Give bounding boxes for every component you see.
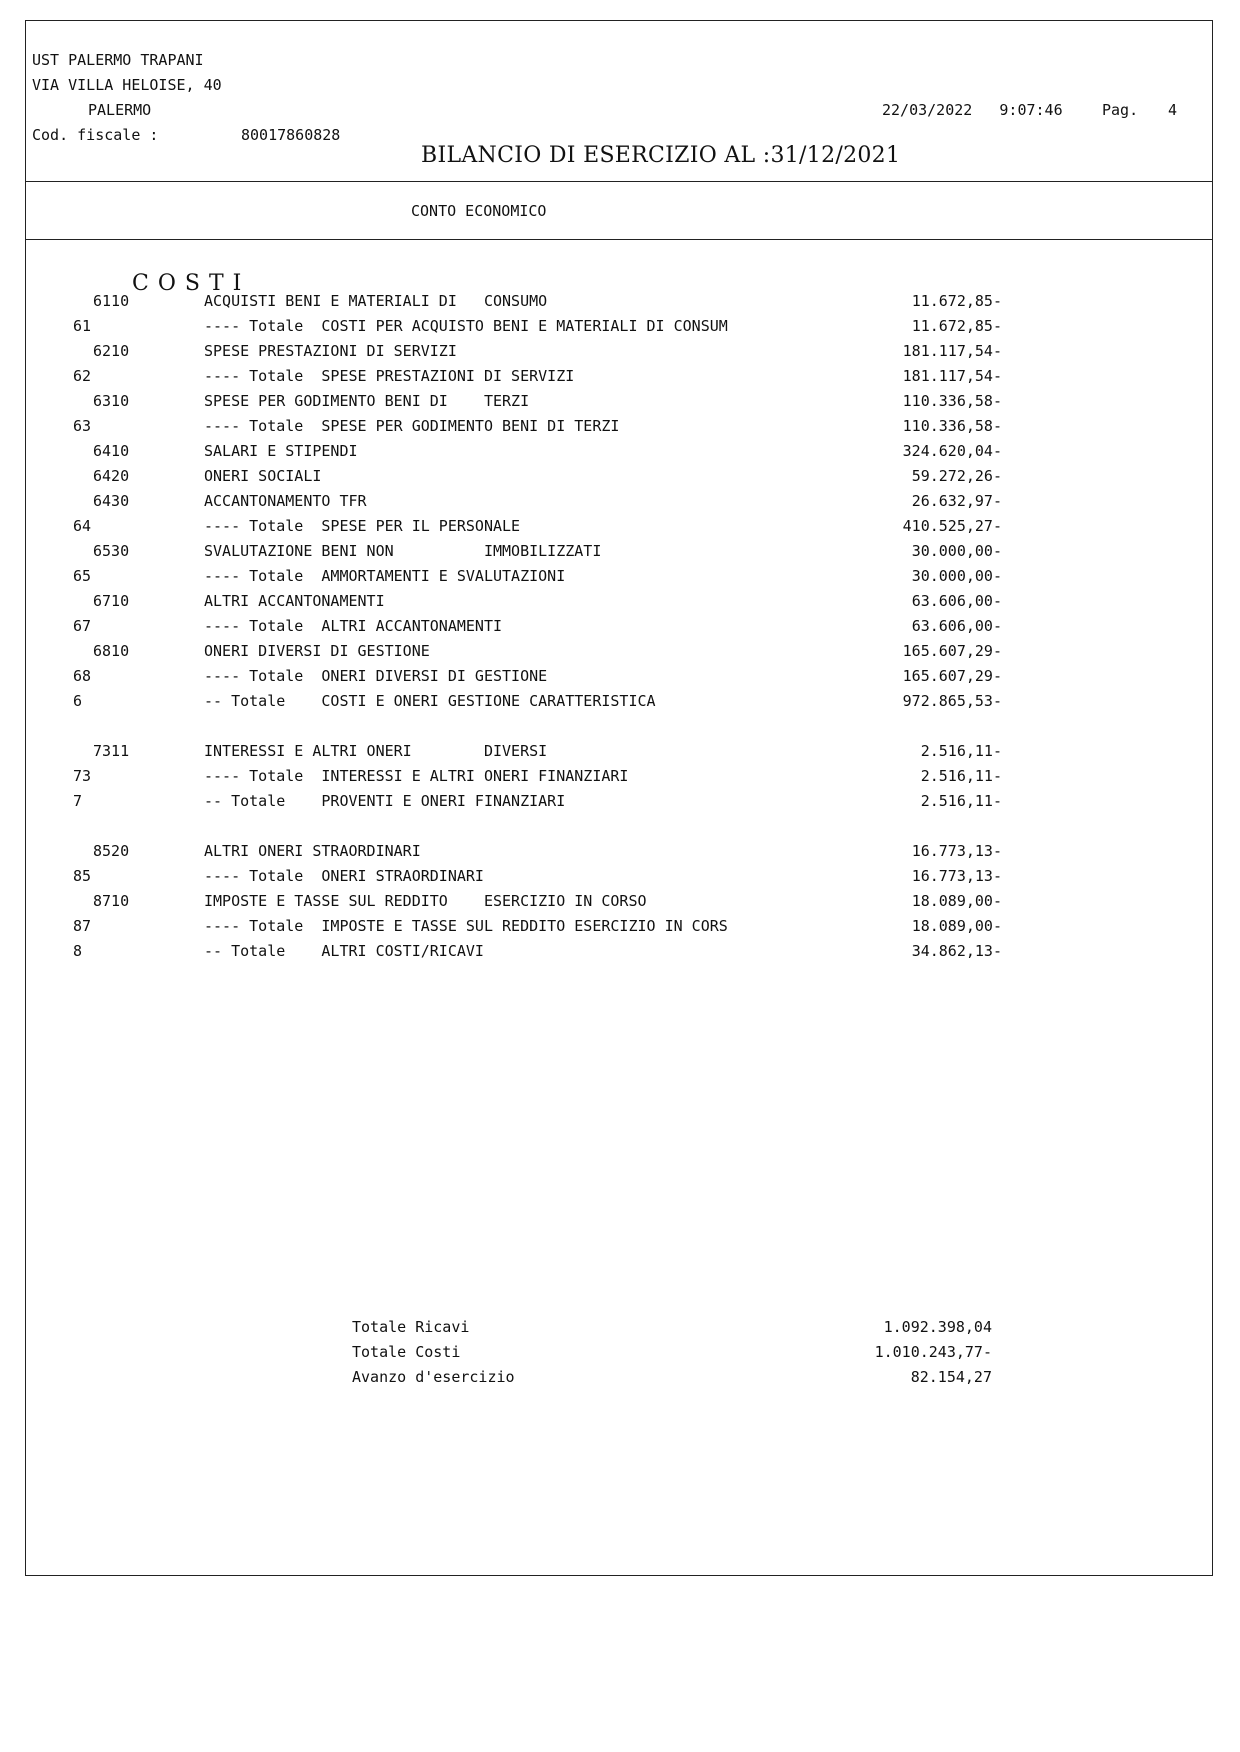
account-amount: 2.516,11- bbox=[920, 742, 1002, 760]
total-label: Avanzo d'esercizio bbox=[352, 1368, 515, 1386]
account-code: 62 bbox=[73, 367, 92, 385]
account-code: 7311 bbox=[93, 742, 130, 760]
account-amount: 26.632,97- bbox=[911, 492, 1002, 510]
section-divider bbox=[26, 239, 1212, 240]
total-row bbox=[26, 1318, 1212, 1340]
page-number: 4 bbox=[1168, 101, 1178, 119]
table-row bbox=[26, 492, 1212, 514]
fiscal-code-label: Cod. fiscale : bbox=[32, 126, 159, 144]
account-code: 6110 bbox=[93, 292, 130, 310]
account-code: 67 bbox=[73, 617, 92, 635]
account-code: 6 bbox=[73, 692, 83, 710]
header-divider bbox=[26, 181, 1212, 182]
table-row bbox=[26, 542, 1212, 564]
account-amount: 165.607,29- bbox=[902, 642, 1002, 660]
account-description: ONERI DIVERSI DI GESTIONE bbox=[204, 642, 430, 660]
account-amount: 63.606,00- bbox=[911, 617, 1002, 635]
account-description: SPESE PRESTAZIONI DI SERVIZI bbox=[204, 342, 457, 360]
account-code: 8520 bbox=[93, 842, 130, 860]
account-description: INTERESSI E ALTRI ONERI DIVERSI bbox=[204, 742, 548, 760]
account-amount: 972.865,53- bbox=[902, 692, 1002, 710]
account-amount: 30.000,00- bbox=[911, 567, 1002, 585]
table-row bbox=[26, 442, 1212, 464]
account-amount: 324.620,04- bbox=[902, 442, 1002, 460]
table-row bbox=[26, 642, 1212, 664]
total-amount: 1.010.243,77- bbox=[874, 1343, 992, 1361]
account-amount: 16.773,13- bbox=[911, 842, 1002, 860]
account-amount: 11.672,85- bbox=[911, 292, 1002, 310]
table-row bbox=[26, 892, 1212, 914]
table-row bbox=[26, 317, 1212, 339]
total-label: Totale Ricavi bbox=[352, 1318, 470, 1336]
account-description: ACQUISTI BENI E MATERIALI DI CONSUMO bbox=[204, 292, 548, 310]
table-row bbox=[26, 617, 1212, 639]
table-row bbox=[26, 567, 1212, 589]
account-description: ---- Totale IMPOSTE E TASSE SUL REDDITO ESERCIZIO IN CORS bbox=[204, 917, 728, 935]
account-description: ACCANTONAMENTO TFR bbox=[204, 492, 367, 510]
account-amount: 11.672,85- bbox=[911, 317, 1002, 335]
account-description: ---- Totale INTERESSI E ALTRI ONERI FINANZIARI bbox=[204, 767, 629, 785]
total-row bbox=[26, 1368, 1212, 1390]
account-amount: 59.272,26- bbox=[911, 467, 1002, 485]
table-row bbox=[26, 467, 1212, 489]
account-amount: 63.606,00- bbox=[911, 592, 1002, 610]
account-code: 6430 bbox=[93, 492, 130, 510]
account-code: 73 bbox=[73, 767, 92, 785]
account-amount: 2.516,11- bbox=[920, 792, 1002, 810]
table-row bbox=[26, 417, 1212, 439]
account-description: -- Totale COSTI E ONERI GESTIONE CARATTERISTICA bbox=[204, 692, 656, 710]
account-amount: 34.862,13- bbox=[911, 942, 1002, 960]
org-city: PALERMO bbox=[88, 101, 152, 119]
total-row bbox=[26, 1343, 1212, 1365]
account-code: 7 bbox=[73, 792, 83, 810]
org-name: UST PALERMO TRAPANI bbox=[32, 51, 204, 69]
account-description: SPESE PER GODIMENTO BENI DI TERZI bbox=[204, 392, 530, 410]
account-description: ONERI SOCIALI bbox=[204, 467, 322, 485]
account-description: ---- Totale ALTRI ACCANTONAMENTI bbox=[204, 617, 503, 635]
account-description: ALTRI ACCANTONAMENTI bbox=[204, 592, 385, 610]
table-row bbox=[26, 367, 1212, 389]
account-code: 6530 bbox=[93, 542, 130, 560]
account-amount: 181.117,54- bbox=[902, 367, 1002, 385]
account-code: 64 bbox=[73, 517, 92, 535]
table-row bbox=[26, 292, 1212, 314]
account-code: 6420 bbox=[93, 467, 130, 485]
account-description: ---- Totale AMMORTAMENTI E SVALUTAZIONI bbox=[204, 567, 566, 585]
account-code: 61 bbox=[73, 317, 92, 335]
report-frame bbox=[25, 20, 1213, 1576]
table-row bbox=[26, 917, 1212, 939]
account-description: ---- Totale ONERI STRAORDINARI bbox=[204, 867, 484, 885]
account-code: 63 bbox=[73, 417, 92, 435]
account-code: 87 bbox=[73, 917, 92, 935]
page-label: Pag. bbox=[1102, 101, 1139, 119]
account-description: -- Totale ALTRI COSTI/RICAVI bbox=[204, 942, 484, 960]
account-description: ALTRI ONERI STRAORDINARI bbox=[204, 842, 421, 860]
account-code: 6210 bbox=[93, 342, 130, 360]
table-row bbox=[26, 792, 1212, 814]
fiscal-code: 80017860828 bbox=[241, 126, 341, 144]
table-row bbox=[26, 342, 1212, 364]
account-code: 65 bbox=[73, 567, 92, 585]
account-code: 6710 bbox=[93, 592, 130, 610]
account-description: ---- Totale ONERI DIVERSI DI GESTIONE bbox=[204, 667, 548, 685]
section-name: CONTO ECONOMICO bbox=[411, 202, 547, 220]
account-amount: 110.336,58- bbox=[902, 392, 1002, 410]
account-amount: 410.525,27- bbox=[902, 517, 1002, 535]
account-code: 6410 bbox=[93, 442, 130, 460]
account-amount: 30.000,00- bbox=[911, 542, 1002, 560]
table-row bbox=[26, 592, 1212, 614]
table-row bbox=[26, 517, 1212, 539]
account-amount: 181.117,54- bbox=[902, 342, 1002, 360]
total-amount: 1.092.398,04 bbox=[883, 1318, 992, 1336]
account-description: -- Totale PROVENTI E ONERI FINANZIARI bbox=[204, 792, 566, 810]
table-row bbox=[26, 392, 1212, 414]
print-datetime: 22/03/2022 9:07:46 bbox=[882, 101, 1063, 119]
account-code: 8 bbox=[73, 942, 83, 960]
table-row bbox=[26, 842, 1212, 864]
account-description: SALARI E STIPENDI bbox=[204, 442, 358, 460]
org-address: VIA VILLA HELOISE, 40 bbox=[32, 76, 222, 94]
account-description: SVALUTAZIONE BENI NON IMMOBILIZZATI bbox=[204, 542, 602, 560]
report-title: BILANCIO DI ESERCIZIO AL :31/12/2021 bbox=[421, 143, 901, 168]
table-row bbox=[26, 767, 1212, 789]
account-description: ---- Totale SPESE PER IL PERSONALE bbox=[204, 517, 521, 535]
account-description: IMPOSTE E TASSE SUL REDDITO ESERCIZIO IN CORSO bbox=[204, 892, 647, 910]
account-code: 6310 bbox=[93, 392, 130, 410]
table-row bbox=[26, 867, 1212, 889]
table-row bbox=[26, 942, 1212, 964]
account-amount: 165.607,29- bbox=[902, 667, 1002, 685]
account-code: 6810 bbox=[93, 642, 130, 660]
account-code: 68 bbox=[73, 667, 92, 685]
total-label: Totale Costi bbox=[352, 1343, 461, 1361]
table-row bbox=[26, 667, 1212, 689]
account-amount: 18.089,00- bbox=[911, 917, 1002, 935]
account-description: ---- Totale COSTI PER ACQUISTO BENI E MATERIALI DI CONSUM bbox=[204, 317, 728, 335]
account-code: 8710 bbox=[93, 892, 130, 910]
account-description: ---- Totale SPESE PER GODIMENTO BENI DI TERZI bbox=[204, 417, 620, 435]
account-amount: 18.089,00- bbox=[911, 892, 1002, 910]
account-code: 85 bbox=[73, 867, 92, 885]
account-amount: 2.516,11- bbox=[920, 767, 1002, 785]
total-amount: 82.154,27 bbox=[910, 1368, 992, 1386]
account-amount: 16.773,13- bbox=[911, 867, 1002, 885]
account-amount: 110.336,58- bbox=[902, 417, 1002, 435]
section-heading: COSTI bbox=[132, 271, 251, 296]
table-row bbox=[26, 692, 1212, 714]
table-row bbox=[26, 742, 1212, 764]
account-description: ---- Totale SPESE PRESTAZIONI DI SERVIZI bbox=[204, 367, 575, 385]
